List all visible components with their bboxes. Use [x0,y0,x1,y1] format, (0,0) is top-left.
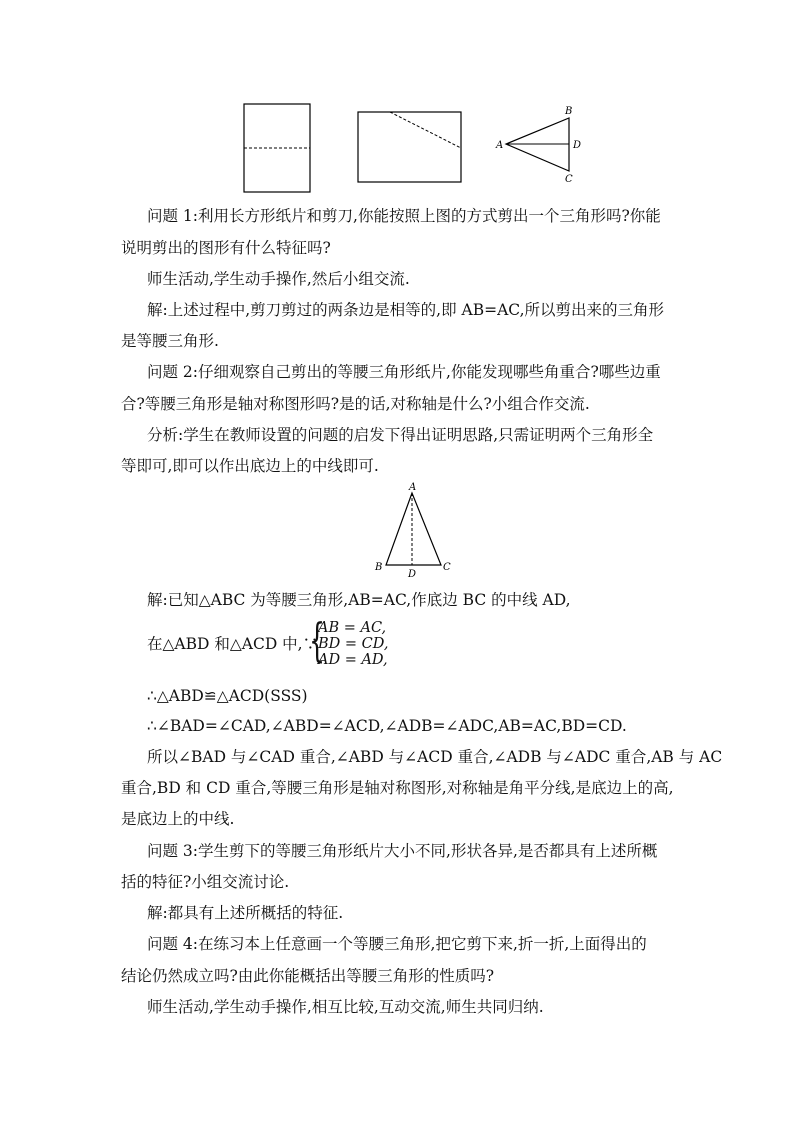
text-line: 是底边上的中线. [121,810,235,828]
text-line: 是等腰三角形. [121,332,219,350]
text-line: 问题 2:仔细观察自己剪出的等腰三角形纸片,你能发现哪些角重合?哪些边重 [147,363,661,381]
system-eq-3: AD = AD, [318,652,388,668]
text-line: 所以∠BAD 与∠CAD 重合,∠ABD 与∠ACD 重合,∠ADB 与∠ADC 重合,AB 与 AC [147,748,723,766]
text-line: 问题 3:学生剪下的等腰三角形纸片大小不同,形状各异,是否都具有上述所概 [147,842,658,860]
rectangle-paper [358,112,461,182]
triangle-abc [386,493,441,565]
text-line: 问题 4:在练习本上任意画一个等腰三角形,把它剪下来,折一折,上面得出的 [147,935,647,953]
text-line: 解:已知△ABC 为等腰三角形,AB=AC,作底边 BC 的中线 AD, [147,591,571,609]
label-c: C [443,562,451,573]
text-line: 在△ABD 和△ACD 中,∵ [147,635,319,653]
system-eq-2: BD = CD, [318,636,389,652]
rectangle-cut-line [390,112,461,148]
label-d: D [408,569,417,580]
text-line: 括的特征?小组交流讨论. [121,873,290,891]
label-c: C [565,174,573,185]
text-line: 师生活动,学生动手操作,然后小组交流. [147,270,410,288]
text-line: ∴∠BAD=∠CAD,∠ABD=∠ACD,∠ADB=∠ADC,AB=AC,BD=CD. [147,717,627,735]
label-b: B [565,106,573,117]
figure-isosceles-triangle [370,480,460,580]
text-line: 合?等腰三角形是轴对称图形吗?是的话,对称轴是什么?小组合作交流. [121,395,590,413]
text-line: 分析:学生在教师设置的问题的启发下得出证明思路,只需证明两个三角形全 [147,426,654,444]
label-a: A [496,140,504,151]
label-a: A [409,482,417,493]
brace-symbol: { [309,613,326,667]
text-line: 解:都具有上述所概括的特征. [147,904,344,922]
label-b: B [375,562,383,573]
figure-paper-folding [240,100,590,195]
text-line: ∴△ABD≌△ACD(SSS) [147,687,308,705]
text-line: 等即可,即可以作出底边上的中线即可. [121,457,379,475]
system-eq-1: AB = AC, [318,620,387,636]
text-line: 解:上述过程中,剪刀剪过的两条边是相等的,即 AB=AC,所以剪出来的三角形 [147,301,665,319]
text-line: 重合,BD 和 CD 重合,等腰三角形是轴对称图形,对称轴是角平分线,是底边上的高, [121,779,674,797]
text-line: 师生活动,学生动手操作,相互比较,互动交流,师生共同归纳. [147,998,544,1016]
text-line: 问题 1:利用长方形纸片和剪刀,你能按照上图的方式剪出一个三角形吗?你能 [147,207,661,225]
label-d: D [573,140,582,151]
text-line: 说明剪出的图形有什么特征吗? [121,239,331,257]
text-line: 结论仍然成立吗?由此你能概括出等腰三角形的性质吗? [121,967,495,985]
